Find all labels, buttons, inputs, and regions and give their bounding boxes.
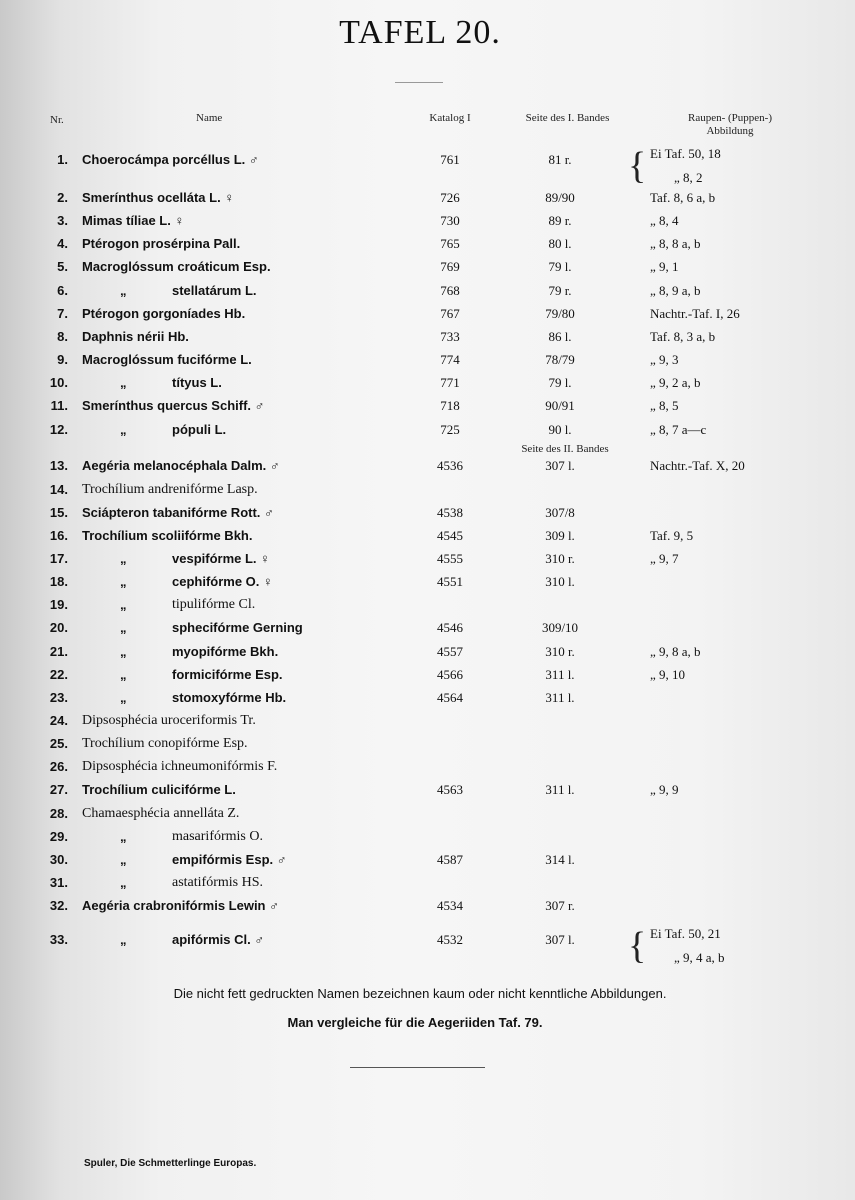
page-reference: 310 r.	[545, 644, 575, 659]
species-name: empifórmis Esp. ♂	[172, 852, 287, 867]
katalog-number: 4545	[437, 528, 463, 543]
species-name: cephifórme O. ♀	[172, 574, 273, 589]
katalog-number: 730	[440, 213, 460, 228]
page-reference: 310 r.	[545, 551, 575, 566]
illustration-reference-2: „ 9, 4 a, b	[674, 950, 725, 965]
katalog-number: 4532	[437, 932, 463, 947]
illustration-reference: „ 8, 5	[650, 398, 679, 413]
species-name: Sciápteron tabanifórme Rott. ♂	[82, 505, 274, 520]
brace-row-1: {	[628, 145, 647, 187]
row-number: 7.	[57, 306, 68, 321]
row-number: 18.	[49, 574, 68, 589]
page-reference: 314 l.	[545, 852, 575, 867]
page-reference: 90 l.	[548, 422, 572, 437]
row-number: 12.	[49, 422, 68, 437]
row-number: 15.	[49, 505, 68, 520]
page-reference: 86 l.	[548, 329, 572, 344]
row-number: 29.	[49, 829, 68, 844]
row-number: 2.	[57, 190, 68, 205]
table-row	[0, 667, 855, 689]
illustration-reference: „ 9, 2 a, b	[650, 375, 701, 390]
page-reference: 79 l.	[548, 375, 572, 390]
page-reference: 307 l.	[545, 932, 575, 947]
species-name: Trochílium conopifórme Esp.	[82, 736, 248, 751]
table-row	[0, 422, 855, 444]
katalog-number: 774	[440, 352, 460, 367]
table-row	[0, 875, 855, 897]
species-name: Trochílium culicifórme L.	[82, 782, 236, 797]
row-number: 5.	[57, 259, 68, 274]
row-number: 28.	[49, 806, 68, 821]
ditto-mark: „	[120, 644, 127, 659]
brace-row-33: {	[628, 925, 647, 967]
katalog-number: 761	[440, 152, 460, 167]
row-number: 17.	[49, 551, 68, 566]
species-name: Daphnis nérii Hb.	[82, 329, 189, 344]
table-row	[0, 236, 855, 258]
katalog-number: 4538	[437, 505, 463, 520]
table-row	[0, 146, 855, 185]
ditto-mark: „	[120, 875, 127, 890]
table-row	[0, 782, 855, 804]
katalog-number: 4563	[437, 782, 463, 797]
table-row	[0, 829, 855, 851]
ditto-mark: „	[120, 829, 127, 844]
katalog-number: 4566	[437, 667, 463, 682]
katalog-number: 4534	[437, 898, 463, 913]
ditto-mark: „	[120, 375, 127, 390]
table-row	[0, 398, 855, 420]
row-number: 4.	[57, 236, 68, 251]
katalog-number: 767	[440, 306, 460, 321]
illustration-reference: Ei Taf. 50, 18	[650, 146, 721, 161]
table-row	[0, 482, 855, 504]
header-seite-band2: Seite des II. Bandes	[521, 443, 609, 455]
table-row	[0, 528, 855, 550]
species-name: Ptérogon prosérpina Pall.	[82, 236, 241, 251]
page-title: TAFEL 20.	[339, 14, 501, 51]
species-name: vespifórme L. ♀	[172, 551, 270, 566]
table-row	[0, 375, 855, 397]
table-row	[0, 306, 855, 328]
illustration-reference: „ 9, 1	[650, 259, 679, 274]
species-name: Aegéria crabronifórmis Lewin ♂	[82, 898, 279, 913]
table-row	[0, 352, 855, 374]
table-row	[0, 759, 855, 781]
table-row	[0, 690, 855, 712]
header-abbildung-1: Raupen- (Puppen-)	[687, 112, 772, 124]
row-number: 33.	[49, 932, 68, 947]
page-reference: 79 r.	[548, 283, 572, 298]
page-reference: 311 l.	[545, 782, 575, 797]
species-name: astatifórmis HS.	[172, 875, 263, 890]
page-reference: 78/79	[545, 352, 575, 367]
table-row	[0, 283, 855, 305]
page-reference: 307/8	[545, 505, 575, 520]
row-number: 9.	[57, 352, 68, 367]
species-name: stomoxyfórme Hb.	[172, 690, 287, 705]
species-name: masarifórmis O.	[172, 829, 263, 844]
row-number: 24.	[49, 713, 68, 728]
page-reference: 79/80	[545, 306, 575, 321]
katalog-number: 4564	[437, 690, 463, 705]
page-reference: 89 r.	[548, 213, 572, 228]
species-name: apifórmis Cl. ♂	[172, 932, 265, 947]
ditto-mark: „	[120, 690, 127, 705]
row-number: 26.	[49, 759, 68, 774]
species-name: stellatárum L.	[172, 283, 257, 298]
katalog-number: 726	[440, 190, 460, 205]
katalog-number: 725	[440, 422, 460, 437]
species-name: pópuli L.	[172, 422, 227, 437]
katalog-number: 4536	[437, 458, 463, 473]
illustration-reference: „ 8, 9 a, b	[650, 283, 701, 298]
species-name: sphecifórme Gerning	[172, 620, 303, 635]
katalog-number: 4551	[437, 574, 463, 589]
page-reference: 79 l.	[548, 259, 572, 274]
species-name: Macroglóssum fucifórme L.	[82, 352, 252, 367]
species-name: Mimas tíliae L. ♀	[82, 213, 185, 228]
species-name: títyus L.	[172, 375, 222, 390]
row-number: 6.	[57, 283, 68, 298]
illustration-reference: Taf. 8, 6 a, b	[650, 190, 716, 205]
katalog-number: 4546	[437, 620, 463, 635]
row-number: 14.	[49, 482, 68, 497]
illustration-reference: „ 9, 7	[650, 551, 679, 566]
species-name: Ptérogon gorgoníades Hb.	[82, 306, 246, 321]
illustration-reference: „ 8, 4	[650, 213, 679, 228]
table-row	[0, 736, 855, 758]
katalog-number: 769	[440, 259, 460, 274]
species-name: Chamaesphécia annelláta Z.	[82, 806, 240, 821]
ditto-mark: „	[120, 574, 127, 589]
illustration-reference: Ei Taf. 50, 21	[650, 926, 721, 941]
page-reference: 311 l.	[545, 667, 575, 682]
illustration-reference: Nachtr.-Taf. I, 26	[650, 306, 740, 321]
table-row	[0, 551, 855, 573]
species-name: Choerocámpa porcéllus L. ♂	[82, 152, 259, 167]
illustration-reference: Nachtr.-Taf. X, 20	[650, 458, 745, 473]
footer-source: Spuler, Die Schmetterlinge Europas.	[84, 1158, 257, 1169]
page-reference: 309 l.	[545, 528, 575, 543]
species-name: myopifórme Bkh.	[172, 644, 279, 659]
table-row	[0, 329, 855, 351]
row-number: 30.	[49, 852, 68, 867]
table-row	[0, 574, 855, 596]
species-name: Aegéria melanocéphala Dalm. ♂	[82, 458, 280, 473]
page-reference: 89/90	[545, 190, 575, 205]
illustration-reference: „ 9, 9	[650, 782, 679, 797]
table-row	[0, 898, 855, 920]
row-number: 10.	[49, 375, 68, 390]
row-number: 13.	[49, 458, 68, 473]
table-row	[0, 620, 855, 642]
katalog-number: 768	[440, 283, 460, 298]
species-name: formicifórme Esp.	[172, 667, 283, 682]
row-number: 21.	[49, 644, 68, 659]
page-reference: 310 l.	[545, 574, 575, 589]
row-number: 22.	[49, 667, 68, 682]
row-number: 32.	[49, 898, 68, 913]
katalog-number: 733	[440, 329, 460, 344]
katalog-number: 4557	[437, 644, 463, 659]
katalog-number: 771	[440, 375, 460, 390]
table-row	[0, 213, 855, 235]
ditto-mark: „	[120, 667, 127, 682]
katalog-number: 765	[440, 236, 460, 251]
table-row	[0, 926, 855, 965]
row-number: 3.	[57, 213, 68, 228]
table-row	[0, 713, 855, 735]
ditto-mark: „	[120, 620, 127, 635]
table-row	[0, 852, 855, 874]
ditto-mark: „	[120, 852, 127, 867]
row-number: 27.	[49, 782, 68, 797]
header-katalog: Katalog I	[429, 112, 471, 124]
header-nr: Nr.	[50, 114, 64, 126]
katalog-number: 4555	[437, 551, 463, 566]
illustration-reference: „ 9, 10	[650, 667, 686, 682]
species-name: Dipsosphécia ichneumonifórmis F.	[82, 759, 278, 774]
illustration-reference: Taf. 9, 5	[650, 528, 694, 543]
table-row	[0, 190, 855, 212]
header-seite: Seite des I. Bandes	[525, 112, 610, 124]
row-number: 20.	[49, 620, 68, 635]
illustration-reference: „ 9, 3	[650, 352, 679, 367]
page-reference: 90/91	[545, 398, 575, 413]
ditto-mark: „	[120, 551, 127, 566]
row-number: 11.	[50, 398, 68, 413]
page-reference: 307 r.	[545, 898, 575, 913]
header-name: Name	[196, 112, 223, 124]
katalog-number: 718	[440, 398, 460, 413]
species-name: Smerínthus ocelláta L. ♀	[82, 190, 235, 205]
title-rule	[395, 82, 443, 83]
row-number: 19.	[49, 597, 68, 612]
species-name: Dipsosphécia uroceriformis Tr.	[82, 713, 256, 728]
row-number: 23.	[49, 690, 68, 705]
header-abbildung-2: Abbildung	[706, 125, 754, 137]
table-row	[0, 597, 855, 619]
row-number: 8.	[57, 329, 68, 344]
illustration-reference: „ 8, 7 a—c	[650, 422, 707, 437]
reference-note: Man vergleiche für die Aegeriiden Taf. 79.	[287, 1015, 543, 1030]
species-name: tipulifórme Cl.	[172, 597, 256, 612]
ditto-mark: „	[120, 283, 127, 298]
ditto-mark: „	[120, 932, 127, 947]
page-reference: 311 l.	[545, 690, 575, 705]
illustration-reference-2: „ 8, 2	[674, 170, 703, 185]
table-row	[0, 806, 855, 828]
row-number: 25.	[49, 736, 68, 751]
species-name: Macroglóssum croáticum Esp.	[82, 259, 271, 274]
species-name: Trochílium scoliifórme Bkh.	[82, 528, 253, 543]
page-reference: 309/10	[541, 620, 579, 635]
ditto-mark: „	[120, 597, 127, 612]
bottom-rule	[350, 1067, 485, 1068]
ditto-mark: „	[120, 422, 127, 437]
table-row	[0, 644, 855, 666]
row-number: 16.	[49, 528, 68, 543]
page-reference: 307 l.	[545, 458, 575, 473]
table-row	[0, 458, 855, 480]
illustration-reference: Taf. 8, 3 a, b	[650, 329, 716, 344]
page-reference: 81 r.	[548, 152, 572, 167]
illustration-reference: „ 8, 8 a, b	[650, 236, 701, 251]
katalog-number: 4587	[437, 852, 463, 867]
row-number: 1.	[57, 152, 68, 167]
table-row	[0, 505, 855, 527]
page-reference: 80 l.	[548, 236, 572, 251]
illustration-reference: „ 9, 8 a, b	[650, 644, 701, 659]
row-number: 31.	[49, 875, 68, 890]
legend-note: Die nicht fett gedruckten Namen bezeichnen kaum oder nicht kenntliche Abbildungen.	[173, 986, 667, 1001]
table-row	[0, 259, 855, 281]
species-name: Trochílium andrenifórme Lasp.	[82, 482, 258, 497]
species-name: Smerínthus quercus Schiff. ♂	[82, 398, 265, 413]
